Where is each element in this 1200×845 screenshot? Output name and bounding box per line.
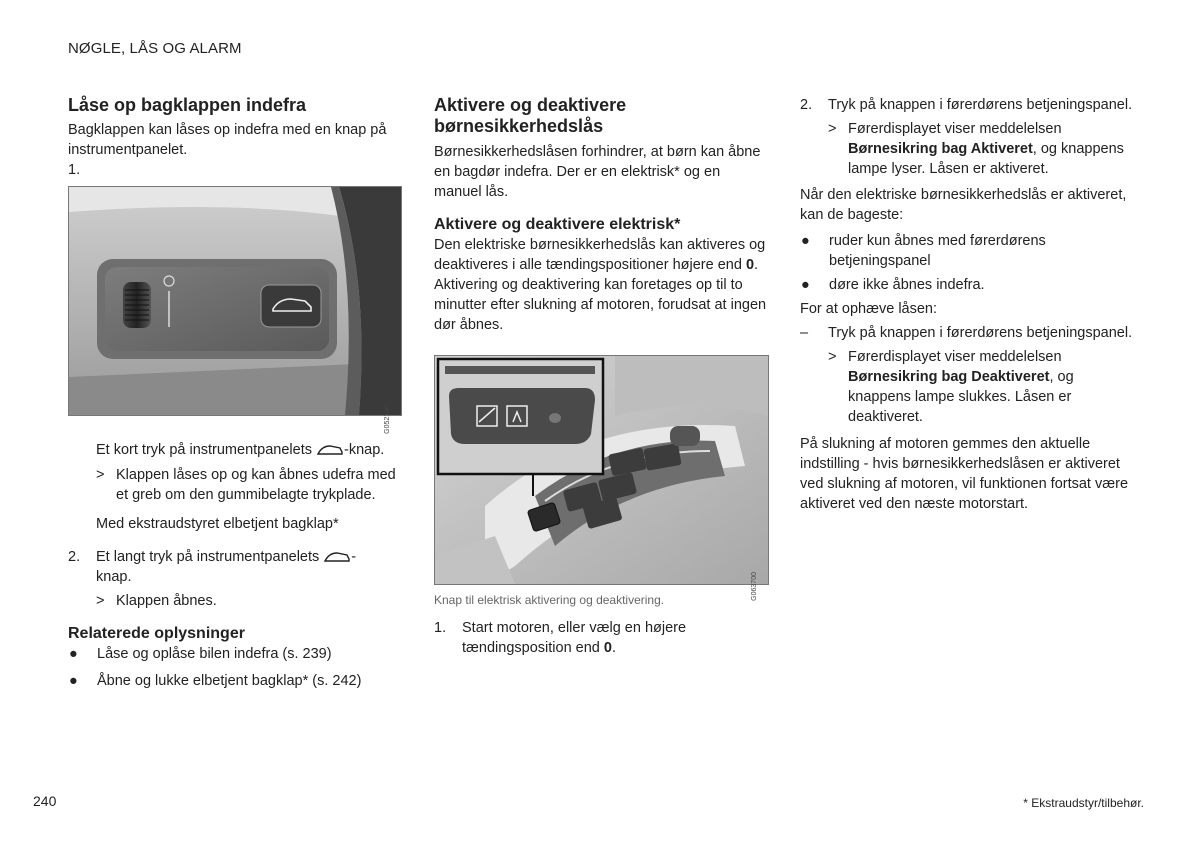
section-heading: Aktivere og deaktivere børnesikkerhedslås bbox=[434, 95, 627, 136]
result-arrow-icon: > bbox=[828, 349, 837, 365]
figure-code: G052140 bbox=[384, 405, 391, 434]
figure-caption: Knap til elektrisk aktivering og deaktivering. bbox=[434, 593, 665, 607]
tailgate-icon bbox=[323, 550, 351, 564]
dash-item: – Tryk på knappen i førerdørens betjeningspanel. bbox=[800, 325, 1133, 341]
step2-result: > Førerdisplayet viser meddelelsen Børnesikring bag Aktiveret, og knappens lampe lyser. Låsen er aktiveret. bbox=[828, 121, 1124, 177]
related-link[interactable]: ● Låse og oplåse bilen indefra (s. 239) bbox=[69, 646, 332, 662]
column-child-lock bbox=[434, 95, 769, 658]
step-number: 1. bbox=[68, 162, 81, 178]
step2: 2. Tryk på knappen i førerdørens betjeningspanel. bbox=[800, 97, 1133, 113]
body-text: På slukning af motoren gemmes den aktuelle indstilling - hvis børnesikkerhedslåsen er aktiveret ved slukning af motoren, vil funktionen fortsat være aktiveret ved den næste motorstart. bbox=[800, 436, 1129, 512]
door-panel-illustration bbox=[435, 356, 768, 584]
intro-text: Børnesikkerhedslåsen forhindrer, at børn kan åbne en bagdør indefra. Der er en elektrisk* og en manuel lås. bbox=[434, 144, 761, 200]
related-heading: Relaterede oplysninger bbox=[68, 625, 245, 642]
step2-result: > Klappen åbnes. bbox=[96, 593, 217, 609]
running-header: NØGLE, LÅS OG ALARM bbox=[68, 40, 242, 57]
footnote: * Ekstraudstyr/tilbehør. bbox=[1023, 796, 1144, 810]
page-number: 240 bbox=[33, 793, 57, 809]
step1: 1. Start motoren, eller vælg en højere tændingsposition end 0. bbox=[434, 620, 687, 656]
dashboard-button-figure bbox=[68, 186, 402, 434]
section-heading: Låse op bagklappen indefra bbox=[68, 95, 307, 115]
result-arrow-icon: > bbox=[96, 467, 105, 483]
subheading: Aktivere og deaktivere elektrisk* bbox=[434, 216, 681, 233]
tailgate-icon bbox=[316, 443, 344, 457]
bullet-icon: ● bbox=[69, 673, 78, 689]
body-text: Den elektriske børnesikkerhedslås kan aktiveres og deaktiveres i alle tændingspositioner højere end 0. Aktivering og deaktivering kan foretages op til to minutter efter slukning af motoren, forudsat at ingen dør åbnes. bbox=[434, 237, 767, 333]
option-note: Med ekstraudstyret elbetjent bagklap* bbox=[96, 516, 339, 532]
step1-result: > Klappen låses op og kan åbnes udefra med et greb om den gummibelagte trykplade. bbox=[96, 467, 396, 503]
step1-text: Et kort tryk på instrumentpanelets -knap. bbox=[96, 442, 385, 458]
related-link[interactable]: ● Åbne og lukke elbetjent bagklap* (s. 242) bbox=[69, 673, 362, 689]
intro-text: Bagklappen kan låses op indefra med en knap på instrumentpanelet. bbox=[68, 122, 387, 158]
dash-result: > Førerdisplayet viser meddelelsen Børnesikring bag Deaktiveret, og knappens lampe slukkes. Låsen er deaktiveret. bbox=[828, 349, 1074, 425]
bullet-icon: ● bbox=[801, 233, 810, 249]
result-arrow-icon: > bbox=[828, 121, 837, 137]
bullet-icon: ● bbox=[69, 646, 78, 662]
list-item: ● ruder kun åbnes med førerdørens betjeningspanel bbox=[801, 233, 1046, 269]
list-item: ● døre ikke åbnes indefra. bbox=[801, 277, 985, 293]
dashboard-illustration bbox=[69, 187, 401, 415]
column-child-lock-continued bbox=[800, 95, 1135, 514]
body-text: Når den elektriske børnesikkerhedslås er aktiveret, kan de bageste: bbox=[800, 187, 1127, 223]
bullet-icon: ● bbox=[801, 277, 810, 293]
column-tailgate bbox=[68, 95, 403, 691]
result-arrow-icon: > bbox=[96, 593, 105, 609]
dash-icon: – bbox=[800, 325, 809, 341]
step2: 2. Et langt tryk på instrumentpanelets - knap. bbox=[68, 549, 357, 585]
figure-code: G063700 bbox=[751, 572, 758, 601]
body-text: For at ophæve låsen: bbox=[800, 301, 938, 317]
